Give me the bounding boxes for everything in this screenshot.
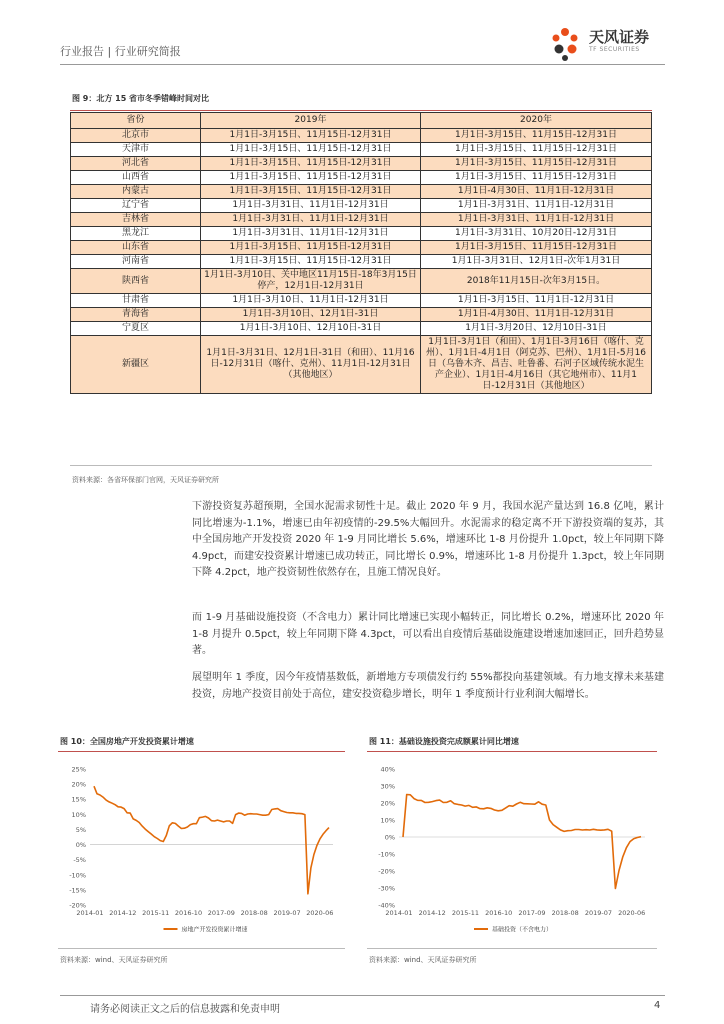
x-tick-label: 2020-06 bbox=[306, 909, 334, 917]
series-line bbox=[403, 795, 641, 889]
table-cell-2019: 1月1日-3月15日、11月15日-12月31日 bbox=[201, 129, 421, 143]
figure9-source: 资料来源：各省环保部门官网，天风证券研究所 bbox=[72, 476, 219, 484]
table-cell-2020: 1月1日-3月15日、11月15日-12月31日 bbox=[421, 129, 652, 143]
table-cell-2019: 1月1日-3月10日、12月1日-31日 bbox=[201, 308, 421, 322]
table-cell-2020: 1月1日-3月15日、11月15日-12月31日 bbox=[421, 157, 652, 171]
province-table-body bbox=[71, 129, 652, 394]
figure9-source-rule bbox=[70, 465, 652, 466]
table-header-province: 省份 bbox=[71, 113, 201, 129]
table-cell-2019: 1月1日-3月15日、11月15日-12月31日 bbox=[201, 143, 421, 157]
table-cell-2019: 1月1日-3月31日、11月1日-12月31日 bbox=[201, 213, 421, 227]
table-row bbox=[71, 336, 652, 394]
table-cell-2020: 1月1日-4月30日、11月1日-12月31日 bbox=[421, 185, 652, 199]
table-cell-province: 天津市 bbox=[71, 143, 201, 157]
table-cell-province: 黑龙江 bbox=[71, 227, 201, 241]
table-row bbox=[71, 308, 652, 322]
x-tick-label: 2018-08 bbox=[240, 909, 268, 917]
figure10-title: 图 10：全国房地产开发投资累计增速 bbox=[60, 737, 194, 746]
tf-logo-icon bbox=[545, 24, 585, 64]
table-row bbox=[71, 269, 652, 294]
table-cell-province: 山东省 bbox=[71, 241, 201, 255]
x-tick-label: 2014-12 bbox=[109, 909, 137, 917]
table-row bbox=[71, 227, 652, 241]
table-cell-2020: 1月1日-3月20日、12月10日-31日 bbox=[421, 322, 652, 336]
table-cell-province: 宁夏区 bbox=[71, 322, 201, 336]
figure10-title-rule bbox=[58, 751, 345, 752]
table-cell-2019: 1月1日-3月15日、11月15日-12月31日 bbox=[201, 171, 421, 185]
x-tick-label: 2015-11 bbox=[142, 909, 170, 917]
x-tick-label: 2018-08 bbox=[551, 909, 579, 917]
infrastructure-investment-chart bbox=[367, 755, 657, 950]
figure11-source: 资料来源：wind、天风证券研究所 bbox=[369, 956, 477, 964]
table-cell-province: 陕西省 bbox=[71, 269, 201, 294]
table-row bbox=[71, 171, 652, 185]
y-tick-label: 10% bbox=[380, 816, 395, 825]
y-tick-label: 0% bbox=[384, 833, 395, 842]
table-header-2020: 2020年 bbox=[421, 113, 652, 129]
table-cell-2020: 1月1日-3月1日（和田）、1月1日-3月16日（喀什、克州）、1月1日-4月1日（阿克苏、巴州）、1月1日-5月16日（乌鲁木齐、昌吉、吐鲁番、石河子区域传统水泥生产企业）、1月1日-4月16日（其它地州市）、11月1日-12月31日（其他地区） bbox=[421, 336, 652, 394]
table-cell-2020: 1月1日-3月31日、11月1日-12月31日 bbox=[421, 199, 652, 213]
table-cell-2019: 1月1日-3月31日、11月1日-12月31日 bbox=[201, 227, 421, 241]
page-header bbox=[60, 28, 665, 66]
table-cell-2019: 1月1日-3月10日、11月1日-12月31日 bbox=[201, 294, 421, 308]
table-cell-2020: 1月1日-3月15日、11月1日-12月31日 bbox=[421, 294, 652, 308]
table-header-2019: 2019年 bbox=[201, 113, 421, 129]
figure11-source-rule bbox=[367, 948, 657, 949]
paragraph-outlook: 展望明年 1 季度，因今年疫情基数低，新增地方专项债发行约 55%都投向基建领域。有力地支撑未来基建投资，房地产投资目前处于高位，建安投资稳步增长，明年 1 季度预计行业利润大幅增长。 bbox=[192, 672, 664, 700]
table-cell-2019: 1月1日-3月10日、关中地区11月15日-18年3月15日停产，12月1日-12月31日 bbox=[201, 269, 421, 294]
table-cell-province: 新疆区 bbox=[71, 336, 201, 394]
x-tick-label: 2014-12 bbox=[418, 909, 446, 917]
table-cell-2020: 1月1日-3月15日、11月15日-12月31日 bbox=[421, 241, 652, 255]
table-cell-province: 吉林省 bbox=[71, 213, 201, 227]
figure9-title-rule bbox=[70, 110, 652, 111]
y-tick-label: 20% bbox=[71, 780, 86, 789]
paragraph-demand: 下游投资复苏超预期，全国水泥需求韧性十足。截止 2020 年 9 月，我国水泥产量达到 16.8 亿吨，累计同比增速为-1.1%，增速已由年初疫情的-29.5%大幅回升。水泥需求的稳定离不开下游投资端的复苏，其中全国房地产开发投资 2020 年 1-9 月同比增长 5.6%，增速环比 1-8 月份提升 1.0pct，较上年同期下降 4.9pct，而建安投资累计增速已成功转正，同比增长 0.9%，增速环比 1-8 月份提升 1.3pct，较上年同期下降 4.2pct，地产投资韧性依然存在，且施工情况良好。 bbox=[192, 501, 664, 578]
x-tick-label: 2017-09 bbox=[207, 909, 235, 917]
x-tick-label: 2019-07 bbox=[584, 909, 613, 917]
table-cell-province: 河南省 bbox=[71, 255, 201, 269]
x-tick-label: 2020-06 bbox=[618, 909, 646, 917]
y-tick-label: 15% bbox=[71, 795, 86, 804]
x-tick-label: 2014-01 bbox=[76, 909, 104, 917]
footer-rule bbox=[60, 995, 665, 996]
y-tick-label: -30% bbox=[378, 884, 395, 893]
y-tick-label: 25% bbox=[71, 765, 86, 774]
y-tick-label: -20% bbox=[69, 901, 86, 910]
y-tick-label: -10% bbox=[378, 850, 395, 859]
table-cell-2019: 1月1日-3月15日、11月15日-12月31日 bbox=[201, 255, 421, 269]
figure10-source: 资料来源：wind、天风证券研究所 bbox=[60, 956, 168, 964]
y-tick-label: -20% bbox=[378, 867, 395, 876]
province-table bbox=[70, 112, 652, 394]
real-estate-investment-chart bbox=[58, 755, 345, 950]
table-row bbox=[71, 185, 652, 199]
table-cell-2019: 1月1日-3月10日、12月10日-31日 bbox=[201, 322, 421, 336]
table-cell-2019: 1月1日-3月15日、11月15日-12月31日 bbox=[201, 241, 421, 255]
logo-subtext: TF SECURITIES bbox=[589, 46, 640, 53]
table-cell-province: 北京市 bbox=[71, 129, 201, 143]
y-tick-label: 20% bbox=[380, 799, 395, 808]
page-number: 4 bbox=[654, 1000, 661, 1011]
figure9-title: 图 9：北方 15 省市冬季错峰时间对比 bbox=[72, 94, 210, 103]
table-cell-2020: 1月1日-3月31日、10月20日-12月31日 bbox=[421, 227, 652, 241]
table-row bbox=[71, 255, 652, 269]
table-cell-province: 河北省 bbox=[71, 157, 201, 171]
tf-logo bbox=[545, 24, 665, 64]
y-tick-label: -5% bbox=[73, 856, 86, 865]
legend-label: 房地产开发投资累计增速 bbox=[181, 926, 248, 934]
y-tick-label: 0% bbox=[75, 841, 86, 850]
y-tick-label: 5% bbox=[75, 825, 86, 834]
table-cell-province: 青海省 bbox=[71, 308, 201, 322]
table-cell-2019: 1月1日-3月31日、11月1日-12月31日 bbox=[201, 199, 421, 213]
x-tick-label: 2015-11 bbox=[451, 909, 480, 917]
table-cell-2019: 1月1日-3月15日、11月15日-12月31日 bbox=[201, 185, 421, 199]
figure10-source-rule bbox=[58, 948, 345, 949]
table-cell-province: 内蒙古 bbox=[71, 185, 201, 199]
table-cell-2020: 1月1日-3月15日、11月15日-12月31日 bbox=[421, 143, 652, 157]
table-cell-province: 辽宁省 bbox=[71, 199, 201, 213]
table-cell-2020: 1月1日-4月30日、11月1日-12月31日 bbox=[421, 308, 652, 322]
header-rule bbox=[60, 64, 665, 65]
table-cell-province: 山西省 bbox=[71, 171, 201, 185]
x-tick-label: 2016-10 bbox=[174, 909, 203, 917]
table-row bbox=[71, 129, 652, 143]
legend-label: 基础投资（不含电力） bbox=[492, 926, 553, 934]
table-cell-2019: 1月1日-3月15日、11月15日-12月31日 bbox=[201, 157, 421, 171]
table-cell-2020: 1月1日-3月31日、12月1日-次年1月31日 bbox=[421, 255, 652, 269]
series-line bbox=[94, 786, 329, 894]
x-tick-label: 2016-10 bbox=[485, 909, 513, 917]
header-title: 行业报告 | 行业研究简报 bbox=[60, 45, 181, 58]
table-cell-2020: 1月1日-3月31日、11月1日-12月31日 bbox=[421, 213, 652, 227]
table-row bbox=[71, 143, 652, 157]
footer-disclaimer: 请务必阅读正文之后的信息披露和免责申明 bbox=[90, 1004, 280, 1015]
y-tick-label: 40% bbox=[380, 765, 395, 774]
y-tick-label: -40% bbox=[378, 901, 395, 910]
table-row bbox=[71, 213, 652, 227]
figure11-title-rule bbox=[367, 751, 657, 752]
y-tick-label: 30% bbox=[380, 782, 395, 791]
logo-text: 天风证券 bbox=[589, 28, 650, 46]
y-tick-label: 10% bbox=[71, 810, 86, 819]
table-cell-2020: 2018年11月15日-次年3月15日。 bbox=[421, 269, 652, 294]
table-cell-2019: 1月1日-3月31日、12月1日-31日（和田）、11月16日-12月31日（喀什、克州）、11月1日-12月31日（其他地区） bbox=[201, 336, 421, 394]
x-tick-label: 2019-07 bbox=[273, 909, 301, 917]
paragraph-infrastructure: 而 1-9 月基础设施投资（不含电力）累计同比增速已实现小幅转正，同比增长 0.2%，增速环比 2020 年 1-8 月提升 0.5pct，较上年同期下降 4.3pct，可以看出自疫情后基础设施建设增速加速回正，回升趋势显著。 bbox=[192, 612, 664, 656]
x-tick-label: 2014-01 bbox=[385, 909, 413, 917]
x-tick-label: 2017-09 bbox=[518, 909, 546, 917]
table-row bbox=[71, 294, 652, 308]
y-tick-label: -10% bbox=[69, 871, 86, 880]
table-row bbox=[71, 199, 652, 213]
table-row bbox=[71, 157, 652, 171]
table-row bbox=[71, 241, 652, 255]
table-cell-2020: 1月1日-3月15日、11月15日-12月31日 bbox=[421, 171, 652, 185]
figure11-title: 图 11：基础设施投资完成额累计同比增速 bbox=[369, 737, 519, 746]
table-cell-province: 甘肃省 bbox=[71, 294, 201, 308]
table-row bbox=[71, 322, 652, 336]
y-tick-label: -15% bbox=[69, 886, 86, 895]
